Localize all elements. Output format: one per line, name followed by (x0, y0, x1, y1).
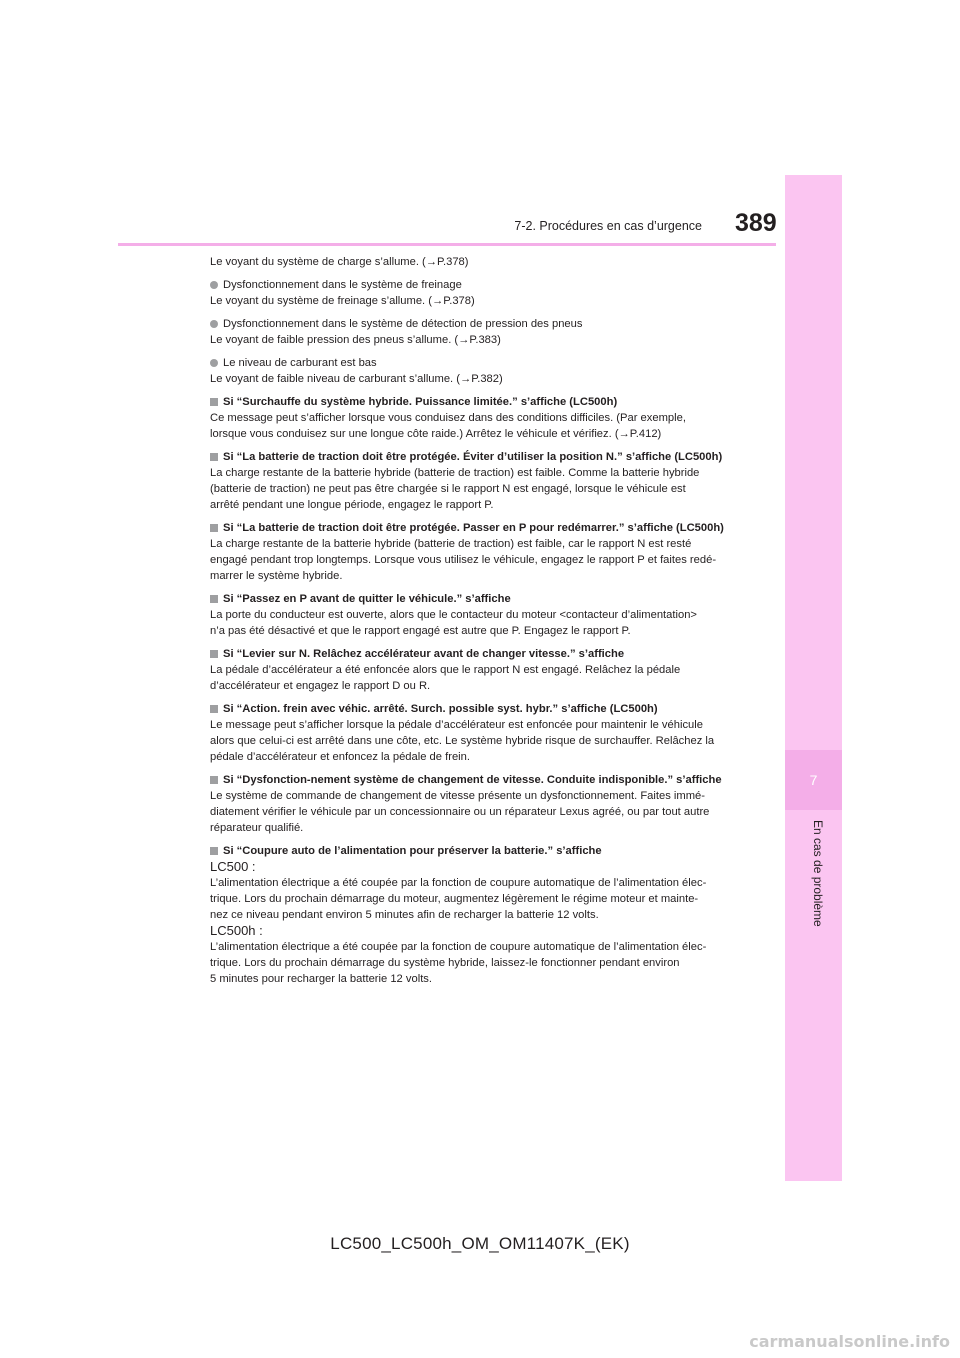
document-code-footer: LC500_LC500h_OM_OM11407K_(EK) (330, 1234, 630, 1253)
section-line: n’a pas été désactivé et que le rapport engagé est autre que P. Engagez le rapport P. (210, 625, 631, 637)
section-line: diatement vérifier le véhicule par un concessionnaire ou un réparateur Lexus agréé, ou par tout autre (210, 806, 710, 818)
square-bullet-icon (210, 595, 218, 603)
site-watermark: carmanualsonline.info (749, 1332, 950, 1351)
header-section-title: 7-2. Procédures en cas d’urgence (514, 219, 702, 233)
model-label-lc500: LC500 : (210, 859, 256, 874)
bullet-text: Le voyant de faible pression des pneus s’allume. (→P.383) (210, 334, 501, 346)
section-line: arrêté pendant une longue période, engagez le rapport P. (210, 499, 494, 511)
section-line: La charge restante de la batterie hybride (batterie de traction) est faible. Comme la batterie hybride (210, 467, 700, 479)
round-bullet-icon (210, 359, 218, 367)
bullet-item-tire-pressure (210, 316, 755, 348)
section-line: Ce message peut s’afficher lorsque vous conduisez dans des conditions difficiles. (Par exemple, (210, 412, 686, 424)
section-brake-stopped (210, 701, 755, 765)
section-line: Le système de commande de changement de vitesse présente un dysfonctionnement. Faites immé- (210, 790, 705, 802)
section-battery-avoid-n (210, 449, 755, 513)
bullet-title: Le niveau de carburant est bas (223, 357, 377, 369)
round-bullet-icon (210, 320, 218, 328)
side-tab-chapter-title: En cas de problème (811, 820, 825, 927)
square-bullet-icon (210, 847, 218, 855)
header-rule (118, 243, 776, 246)
intro-line: Le voyant du système de charge s’allume. (→P.378) (210, 256, 469, 268)
square-bullet-icon (210, 650, 218, 658)
bullet-text: Le voyant du système de freinage s’allume. (→P.378) (210, 295, 475, 307)
intro-block (210, 254, 755, 270)
section-line: 5 minutes pour recharger la batterie 12 volts. (210, 973, 433, 985)
square-bullet-icon (210, 776, 218, 784)
section-title: Si “Coupure auto de l’alimentation pour préserver la batterie.” s’affiche (223, 845, 602, 857)
side-chapter-tab (785, 175, 842, 1181)
section-title: Si “Passez en P avant de quitter le véhicule.” s’affiche (223, 593, 511, 605)
section-line: alors que celui-ci est arrêté dans une côte, etc. Le système hybride risque de surchauffer. Relâchez la (210, 735, 715, 747)
section-line: La pédale d’accélérateur a été enfoncée alors que le rapport N est engagé. Relâchez la pédale (210, 664, 681, 676)
section-line: (batterie de traction) ne peut pas être chargée si le rapport N est engagé, lorsque le véhicule est (210, 483, 686, 495)
section-title: Si “Levier sur N. Relâchez accélérateur avant de changer vitesse.” s’affiche (223, 648, 625, 660)
section-line: L’alimentation électrique a été coupée par la fonction de coupure automatique de l’alimentation élec- (210, 941, 707, 953)
section-battery-shift-p (210, 520, 755, 584)
section-line: La charge restante de la batterie hybride (batterie de traction) est faible, car le rapport N est resté (210, 538, 692, 550)
section-shift-malfunction (210, 772, 755, 836)
square-bullet-icon (210, 524, 218, 532)
section-line: nez ce niveau pendant environ 5 minutes afin de recharger la batterie 12 volts. (210, 909, 599, 921)
model-label-lc500h: LC500h : (210, 923, 263, 938)
side-tab-chapter-number: 7 (785, 750, 842, 810)
bullet-title: Dysfonctionnement dans le système de freinage (223, 279, 462, 291)
section-line: La porte du conducteur est ouverte, alors que le contacteur du moteur <contacteur d’alimentation> (210, 609, 697, 621)
section-line: pédale d’accélérateur et enfoncez la pédale de frein. (210, 751, 470, 763)
square-bullet-icon (210, 453, 218, 461)
section-line: trique. Lors du prochain démarrage du moteur, augmentez légèrement le régime moteur et mainte- (210, 893, 699, 905)
section-line: L’alimentation électrique a été coupée par la fonction de coupure automatique de l’alimentation élec- (210, 877, 707, 889)
section-title: Si “Surchauffe du système hybride. Puissance limitée.” s’affiche (LC500h) (223, 396, 618, 408)
section-line: lorsque vous conduisez sur une longue côte raide.) Arrêtez le véhicule et vérifiez. (→P.412) (210, 428, 662, 440)
round-bullet-icon (210, 281, 218, 289)
section-line: réparateur qualifié. (210, 822, 304, 834)
section-line: trique. Lors du prochain démarrage du système hybride, laissez-le fonctionner pendant environ (210, 957, 680, 969)
section-overheat (210, 394, 755, 442)
page-content (210, 254, 755, 994)
section-title: Si “La batterie de traction doit être protégée. Passer en P pour redémarrer.” s’affiche (LC500h) (223, 522, 724, 534)
section-title: Si “La batterie de traction doit être protégée. Éviter d’utiliser la position N.” s’affiche (LC500h) (223, 451, 723, 463)
section-auto-power-cut (210, 843, 755, 987)
section-line: Le message peut s’afficher lorsque la pédale d’accélérateur est enfoncée pour maintenir le véhicule (210, 719, 703, 731)
section-line: marrer le système hybride. (210, 570, 343, 582)
bullet-text: Le voyant de faible niveau de carburant s’allume. (→P.382) (210, 373, 503, 385)
bullet-item-brake (210, 277, 755, 309)
section-line: engagé pendant trop longtemps. Lorsque vous utilisez le véhicule, engagez le rapport P et faites redé- (210, 554, 717, 566)
square-bullet-icon (210, 705, 218, 713)
page-number: 389 (735, 209, 777, 237)
section-title: Si “Action. frein avec véhic. arrêté. Surch. possible syst. hybr.” s’affiche (LC500h) (223, 703, 658, 715)
section-lever-n (210, 646, 755, 694)
section-line: d’accélérateur et engagez le rapport D ou R. (210, 680, 431, 692)
section-title: Si “Dysfonction-nement système de changement de vitesse. Conduite indisponible.” s’affiche (223, 774, 722, 786)
square-bullet-icon (210, 398, 218, 406)
section-shift-p-before-leaving (210, 591, 755, 639)
bullet-title: Dysfonctionnement dans le système de détection de pression des pneus (223, 318, 583, 330)
bullet-item-fuel (210, 355, 755, 387)
